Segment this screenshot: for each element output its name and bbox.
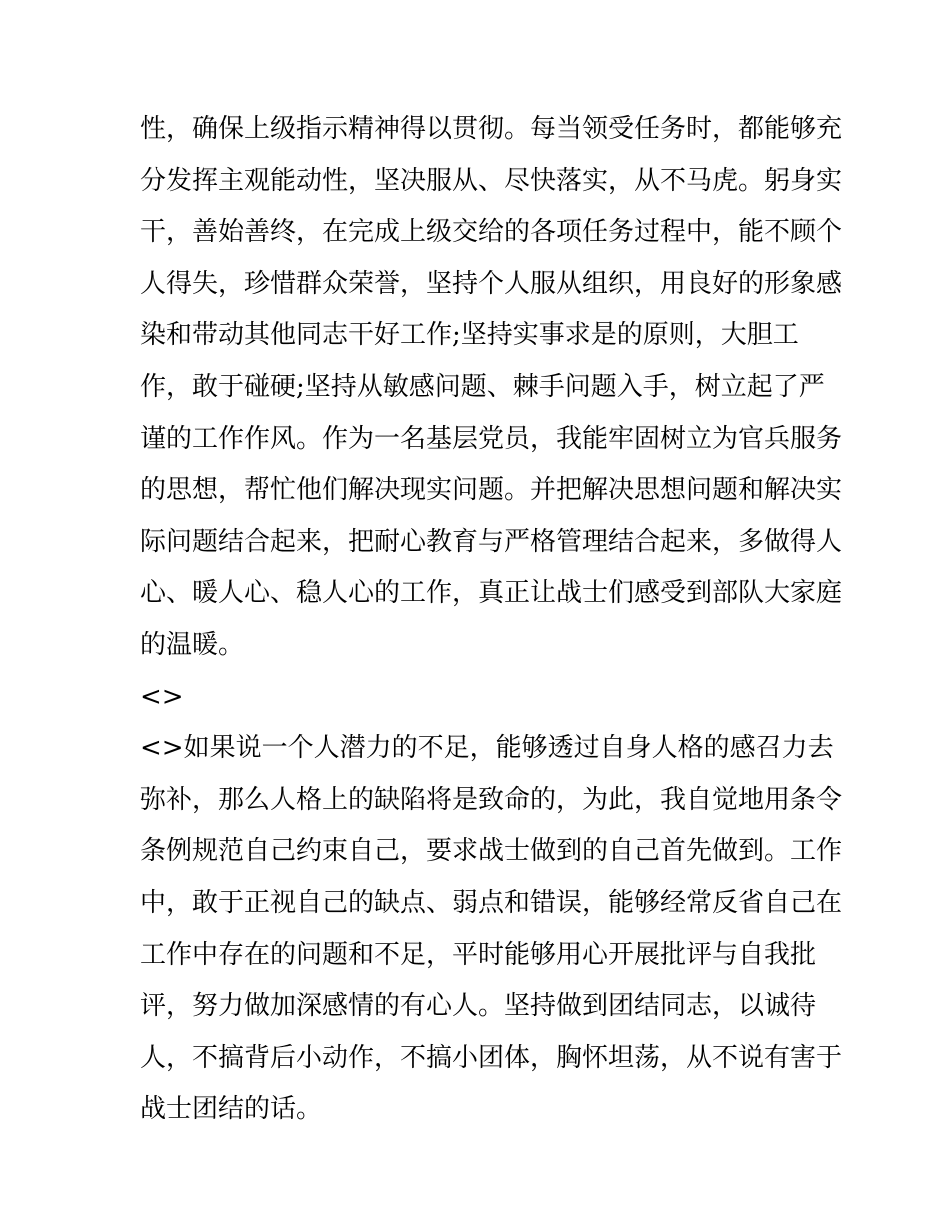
text-line: 的思想，帮忙他们解决现实问题。并把解决思想问题和解决实: [140, 475, 843, 506]
text-line: 中，敢于正视自己的缺点、弱点和错误，能够经常反省自己在: [140, 887, 843, 918]
text-line: 干，善始善终，在完成上级交给的各项任务过程中，能不顾个: [140, 217, 843, 248]
text-line: 分发挥主观能动性，坚决服从、尽快落实，从不马虎。躬身实: [140, 165, 843, 196]
text-line: 战士团结的话。: [140, 1094, 323, 1125]
text-line: 谨的工作作风。作为一名基层党员，我能牢固树立为官兵服务: [140, 423, 843, 454]
text-line: 心、暖人心、稳人心的工作，真正让战士们感受到部队大家庭: [140, 578, 843, 609]
text-line: 工作中存在的问题和不足，平时能够用心开展批评与自我批: [140, 939, 817, 970]
text-line: 人，不搞背后小动作，不搞小团体，胸怀坦荡，从不说有害于: [140, 1042, 843, 1073]
text-line: 弥补，那么人格上的缺陷将是致命的，为此，我自觉地用条令: [140, 784, 843, 815]
text-line: 性，确保上级指示精神得以贯彻。每当领受任务时，都能够充: [140, 114, 843, 144]
text-line: 染和带动其他同志干好工作;坚持实事求是的原则，大胆工: [140, 320, 799, 351]
placeholder-marker: <>: [140, 681, 184, 712]
text-line: 的温暖。: [140, 629, 245, 660]
text-line: 际问题结合起来，把耐心教育与严格管理结合起来，多做得人: [140, 526, 843, 557]
document-body: [140, 104, 843, 1136]
text-line: 条例规范自己约束自己，要求战士做到的自己首先做到。工作: [140, 836, 843, 867]
text-line: <>如果说一个人潜力的不足，能够透过自身人格的感召力去: [140, 733, 834, 764]
text-line: 作，敢于碰硬;坚持从敏感问题、棘手问题入手，树立起了严: [140, 371, 825, 402]
text-line: 人得失，珍惜群众荣誉，坚持个人服从组织，用良好的形象感: [140, 268, 843, 299]
text-line: 评，努力做加深感情的有心人。坚持做到团结同志，以诚待: [140, 991, 817, 1022]
